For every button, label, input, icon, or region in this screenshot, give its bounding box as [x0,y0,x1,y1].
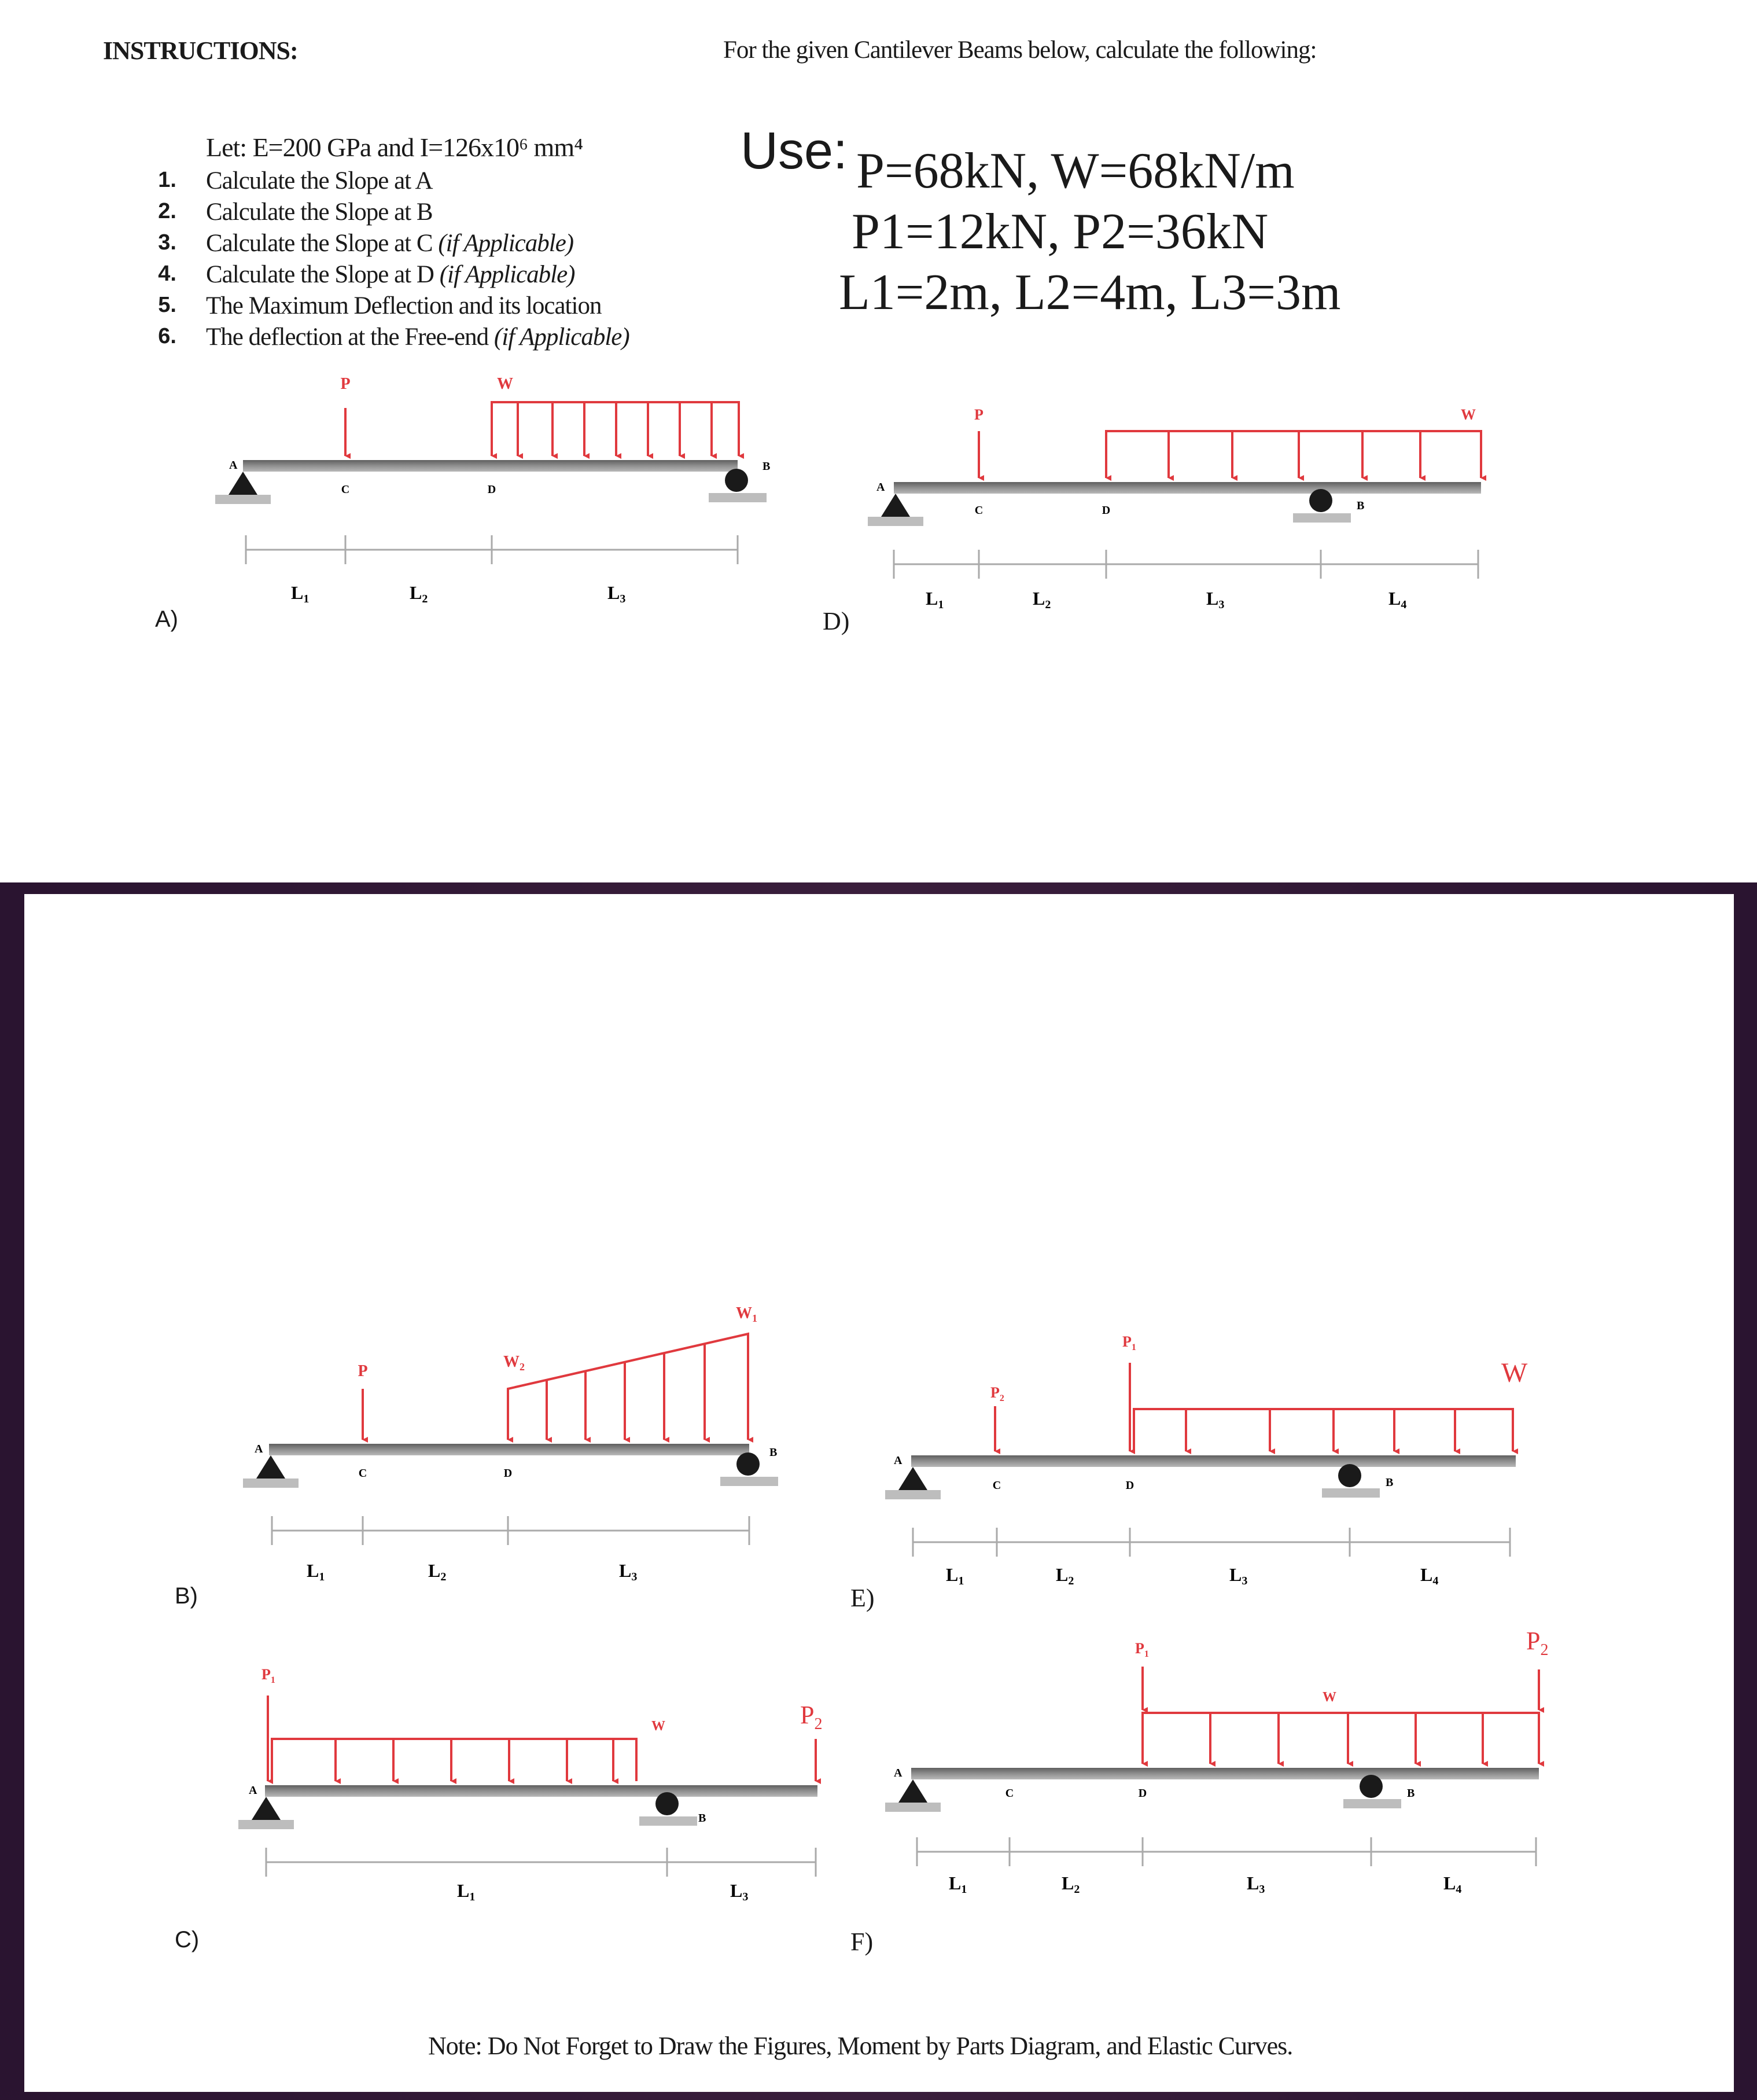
dim-l2-e: L2 [1056,1564,1074,1587]
load-label-w-c: W [651,1719,665,1734]
task-text-5: The Maximum Deflection and its location [206,292,602,319]
dim-l3-b: L3 [619,1560,638,1583]
pin-support-f [885,1779,941,1812]
point-label-d-d: D [1102,504,1111,517]
point-label-b-d: B [1357,499,1365,512]
load-label-p-b: P [358,1362,368,1380]
point-label-a-a: A [229,459,238,472]
pin-support-a [215,472,271,504]
dimension-line-e [913,1528,1510,1557]
udl-w-a [492,402,739,456]
point-label-c-f: C [1005,1787,1014,1800]
task-num-5: 5. [158,293,176,317]
point-label-b-e: B [1386,1476,1394,1489]
load-label-w-f: W [1323,1690,1336,1705]
task-text-1: Calculate the Slope at A [206,167,433,194]
use-line-1: P=68kN, W=68kN/m [856,143,1295,199]
load-label-p1-e: $P_1$ [1122,1333,1136,1352]
task-text-3: Calculate the Slope at C [206,230,433,257]
load-label-w-e: W [1501,1358,1528,1388]
dim-l4-e: L4 [1420,1564,1439,1587]
task-num-1: 1. [158,168,176,192]
load-label-w-a: W [497,375,513,393]
roller-support-d [1293,489,1351,523]
point-load-p-a [340,375,350,456]
load-label-w2-b: $W_2$ [503,1353,525,1373]
point-label-c-a: C [341,483,350,496]
udl-w-f [1143,1713,1539,1764]
load-label-p2-f: $P_2$ [1526,1627,1549,1659]
roller-support-a [709,469,767,502]
point-label-b-c: B [698,1812,706,1825]
dim-l3-f: L3 [1247,1873,1265,1896]
point-label-d-f: D [1138,1787,1147,1800]
beam-figure-e [885,1333,1528,1587]
dim-l1-a: L1 [291,582,310,605]
beam-b [269,1444,749,1455]
figure-label-d: D) [823,607,850,635]
beam-a [243,460,738,472]
dim-l1-d: L1 [926,588,944,611]
trapezoidal-load-b [508,1334,748,1440]
beam-f [911,1768,1539,1779]
point-load-p2-f [1526,1627,1548,1710]
given-values: Let: E=200 GPa and I=126x10⁶ mm⁴ [206,133,583,162]
dimension-line-b [272,1516,749,1545]
use-label: Use: [741,122,848,180]
task-text-4: Calculate the Slope at D [206,261,434,288]
point-label-d-e: D [1125,1479,1135,1492]
figure-label-c: C) [175,1927,200,1952]
beam-figure-f [885,1627,1548,1896]
dim-l3-d: L3 [1206,588,1225,611]
dim-l2-d: L2 [1033,588,1051,611]
figure-label-b: B) [175,1583,198,1609]
dim-l1-f: L1 [949,1873,967,1896]
load-label-p-a: P [340,375,351,393]
load-label-p2-c: $P_2$ [800,1701,823,1733]
point-label-b-a: B [763,460,771,473]
beam-figure-d [868,406,1481,611]
point-label-d-a: D [487,483,496,496]
task-num-3: 3. [158,230,176,255]
task-note-4: (if Applicable) [439,261,575,288]
dim-l3-a: L3 [607,582,626,605]
load-label-w-d: W [1461,406,1476,423]
udl-w-d [1106,431,1481,478]
point-label-c-d: C [974,504,984,517]
dimension-line-c [266,1848,816,1877]
beam-c [265,1785,817,1797]
point-load-p-b [358,1362,367,1440]
pin-support-d [868,494,923,526]
use-line-3: L1=2m, L2=4m, L3=3m [839,264,1341,321]
point-load-p1-c [261,1666,275,1781]
udl-w-c [272,1739,636,1781]
point-label-a-f: A [894,1767,903,1779]
roller-support-c [639,1792,697,1826]
roller-support-e [1322,1464,1380,1498]
instructions-label: INSTRUCTIONS: [103,36,298,65]
dim-l2-a: L2 [410,582,428,605]
load-label-p-d: P [974,406,984,423]
dim-l4-f: L4 [1443,1873,1462,1896]
beam-figure-b [243,1304,778,1583]
dim-l1-c: L1 [457,1880,476,1903]
pin-support-b [243,1455,299,1488]
point-label-a-e: A [894,1454,903,1467]
point-label-b-f: B [1407,1787,1415,1800]
point-label-a-c: A [249,1784,257,1797]
beam-e [911,1455,1516,1467]
point-label-b-b: B [769,1446,778,1459]
pin-support-c [238,1797,294,1829]
udl-w-e [1134,1409,1513,1451]
point-label-c-b: C [358,1467,367,1480]
beam-figure-a [215,375,770,605]
pin-support-e [885,1467,941,1499]
task-text-6: The deflection at the Free-end [206,323,489,351]
load-label-p1-f: $P_1$ [1135,1640,1149,1659]
dim-l2-f: L2 [1062,1873,1080,1896]
beam-figure-c [238,1666,822,1903]
load-label-p2-e: $P_2$ [990,1384,1004,1403]
footer-note: Note: Do Not Forget to Draw the Figures, Moment by Parts Diagram, and Elastic Curves. [428,2032,1293,2060]
dimension-line-d [894,550,1478,579]
figure-label-f: F) [850,1928,874,1956]
use-line-2: P1=12kN, P2=36kN [852,204,1269,260]
dim-l3-c: L3 [730,1880,749,1903]
point-load-p-d [974,406,984,478]
dimension-line-f [917,1837,1536,1866]
figure-label-e: E) [850,1584,875,1612]
task-num-4: 4. [158,262,176,286]
dim-l4-d: L4 [1388,588,1407,611]
point-load-p1-f [1135,1640,1149,1710]
roller-support-f [1343,1775,1401,1808]
task-statement: For the given Cantilever Beams below, calculate the following: [723,36,1317,64]
dim-l1-e: L1 [946,1564,964,1587]
point-load-p2-e [990,1384,1004,1451]
task-note-6: (if Applicable) [493,323,629,351]
dimension-line-a [246,535,738,564]
load-label-w1-b: $W_1$ [736,1304,757,1324]
point-load-p2-c [800,1701,822,1781]
task-note-3: (if Applicable) [438,230,574,257]
point-label-d-b: D [503,1467,513,1480]
figure-label-a: A) [155,606,178,632]
beam-d [894,482,1481,494]
point-label-a-d: A [876,481,885,494]
dim-l2-b: L2 [428,1560,447,1583]
task-num-2: 2. [158,199,176,223]
load-label-p1-c: $P_1$ [261,1666,275,1685]
point-label-a-b: A [255,1443,263,1455]
dim-l3-e: L3 [1229,1564,1248,1587]
task-num-6: 6. [158,324,176,348]
task-text-2: Calculate the Slope at B [206,198,433,226]
point-label-c-e: C [992,1479,1001,1492]
dim-l1-b: L1 [307,1560,325,1583]
